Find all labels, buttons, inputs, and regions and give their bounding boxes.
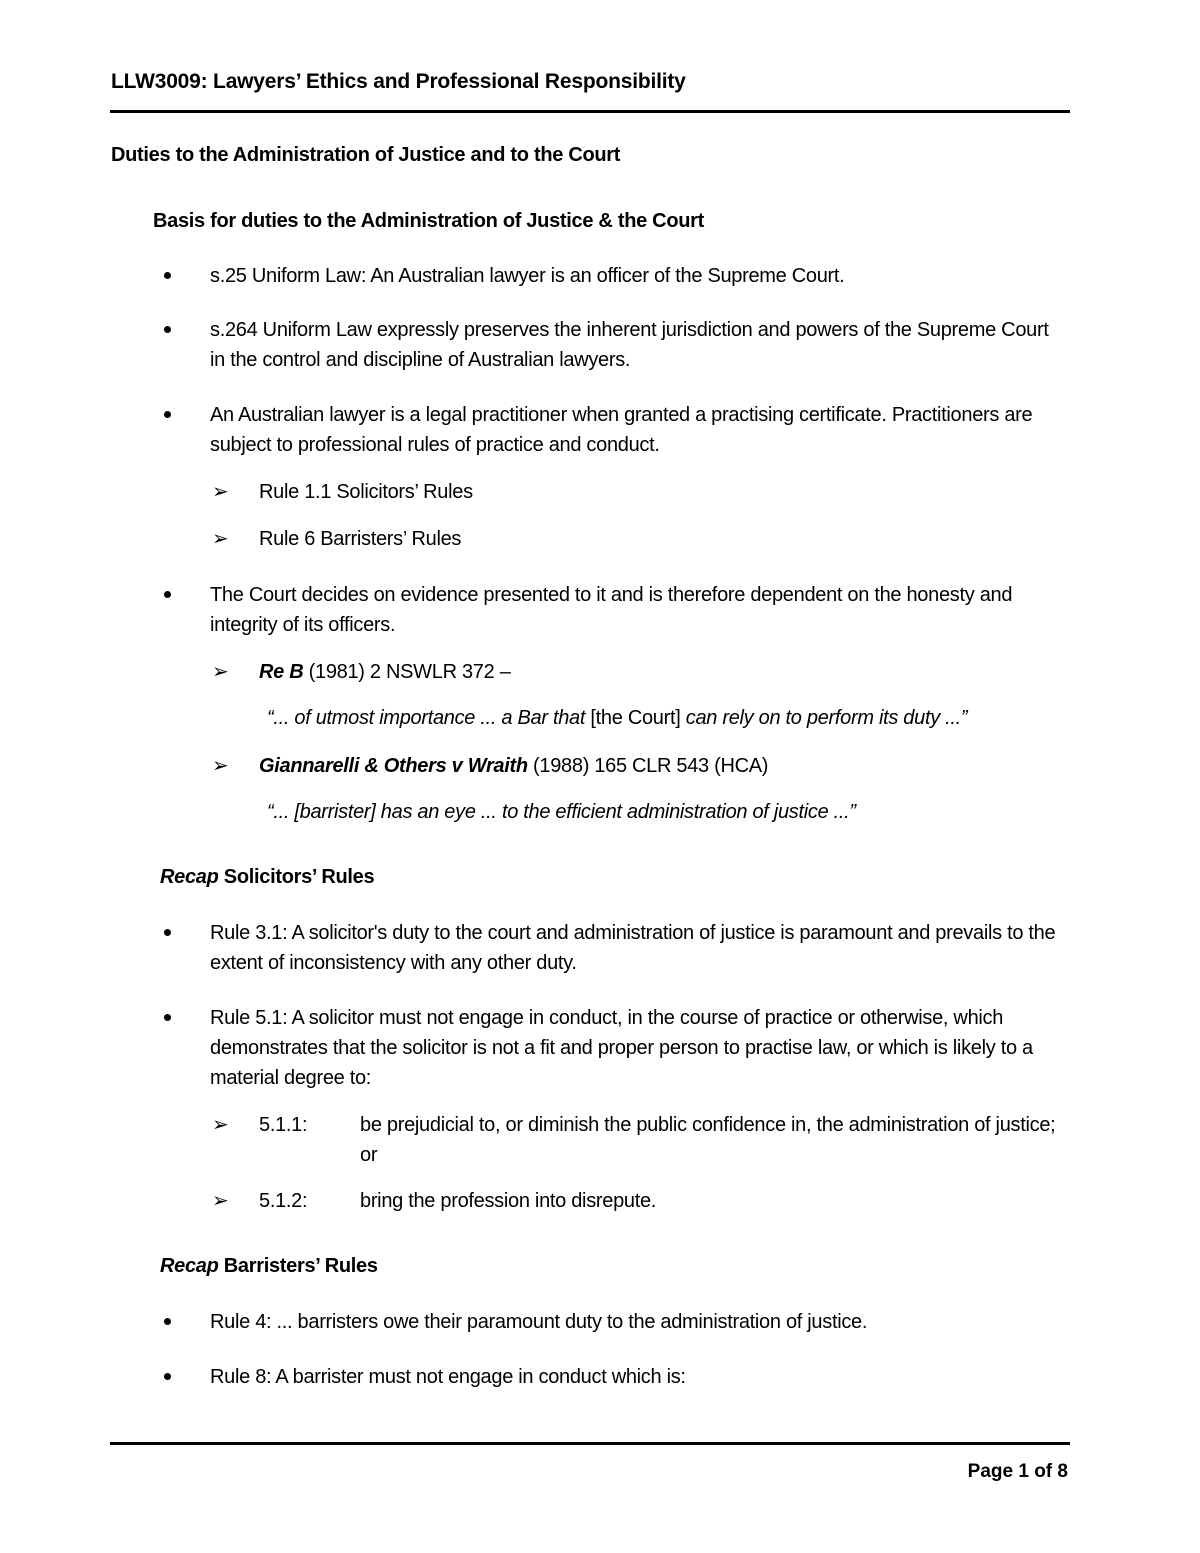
bullet-icon [164,1373,171,1380]
bullet-icon [164,929,171,936]
quote-re-b [267,703,967,733]
sub-rule-5-1-1-number: 5.1.1: [259,1114,308,1136]
bullet-icon [164,591,171,598]
arrow-bullet-icon: ➢ [212,1190,229,1212]
bullet-icon [164,1318,171,1325]
basis-bullet-3-line-2: subject to professional rules of practice and conduct. [210,434,660,456]
section-heading-solicitors [160,862,374,892]
page-current: 1 [1018,1461,1029,1482]
arrow-bullet-icon: ➢ [212,481,229,503]
arrow-bullet-icon: ➢ [212,661,229,683]
footer-divider [110,1442,1070,1445]
case-name: Re B [259,661,304,683]
header-divider [110,110,1070,113]
document-header: LLW3009: Lawyers’ Ethics and Professional Responsibility [111,70,686,93]
solicitor-rule-3-1-line-1: Rule 3.1: A solicitor's duty to the court and administration of justice is paramount and prevails to the [210,922,1056,944]
case-citation: (1988) 165 CLR 543 (HCA) [527,755,769,777]
page-total: 8 [1057,1461,1068,1482]
basis-bullet-4-line-1: The Court decides on evidence presented to it and is therefore dependent on the honesty and [210,584,1013,606]
solicitor-rule-5-1-line-2: demonstrates that the solicitor is not a fit and proper person to practise law, or which is likely to a [210,1037,1033,1059]
page-number [900,1459,1068,1485]
page-title: Duties to the Administration of Justice and to the Court [111,144,621,166]
basis-bullet-2-line-1: s.264 Uniform Law expressly preserves the inherent jurisdiction and powers of the Supreme Court [210,319,1049,341]
heading-rest: Barristers’ Rules [218,1255,378,1277]
section-heading-basis: Basis for duties to the Administration of Justice & the Court [153,210,705,232]
basis-bullet-1: s.25 Uniform Law: An Australian lawyer is an officer of the Supreme Court. [210,265,845,287]
sub-item-rule-1-1: Rule 1.1 Solicitors’ Rules [259,481,473,503]
basis-bullet-4-line-2: integrity of its officers. [210,614,396,636]
barrister-rule-8: Rule 8: A barrister must not engage in conduct which is: [210,1366,686,1388]
sub-rule-5-1-2-number: 5.1.2: [259,1190,308,1212]
section-heading-barristers [160,1251,378,1281]
page-of: of [1028,1461,1058,1482]
heading-italic: Recap [160,1255,219,1277]
sub-rule-5-1-1-line-1: be prejudicial to, or diminish the public confidence in, the administration of justice; [360,1114,1056,1136]
case-name: Giannarelli & Others v Wraith [259,755,528,777]
bullet-icon [164,1014,171,1021]
basis-bullet-2-line-2: in the control and discipline of Australian lawyers. [210,349,631,371]
quote-part: can rely on to perform its duty ...” [680,707,968,729]
sub-rule-5-1-1-line-2: or [360,1144,378,1166]
heading-rest: Solicitors’ Rules [218,866,375,888]
bullet-icon [164,411,171,418]
case-citation: (1981) 2 NSWLR 372 – [303,661,511,683]
sub-item-rule-6: Rule 6 Barristers’ Rules [259,528,462,550]
barrister-rule-4: Rule 4: ... barristers owe their paramount duty to the administration of justice. [210,1311,868,1333]
sub-rule-5-1-2-text: bring the profession into disrepute. [360,1190,657,1212]
arrow-bullet-icon: ➢ [212,528,229,550]
case-re-b [259,657,511,687]
basis-bullet-3-line-1: An Australian lawyer is a legal practitioner when granted a practising certificate. Practitioners are [210,404,1033,426]
arrow-bullet-icon: ➢ [212,755,229,777]
solicitor-rule-3-1-line-2: extent of inconsistency with any other duty. [210,952,577,974]
solicitor-rule-5-1-line-1: Rule 5.1: A solicitor must not engage in conduct, in the course of practice or otherwise, which [210,1007,1004,1029]
bullet-icon [164,272,171,279]
bullet-icon [164,326,171,333]
arrow-bullet-icon: ➢ [212,1114,229,1136]
heading-italic: Recap [160,866,219,888]
quote-giannarelli: “... [barrister] has an eye ... to the efficient administration of justice ...” [267,801,856,823]
quote-insertion: [the Court] [590,707,681,729]
page-label: Page [967,1461,1019,1482]
quote-part: “... of utmost importance ... a Bar that [267,707,591,729]
solicitor-rule-5-1-line-3: material degree to: [210,1067,372,1089]
case-giannarelli [259,751,768,781]
